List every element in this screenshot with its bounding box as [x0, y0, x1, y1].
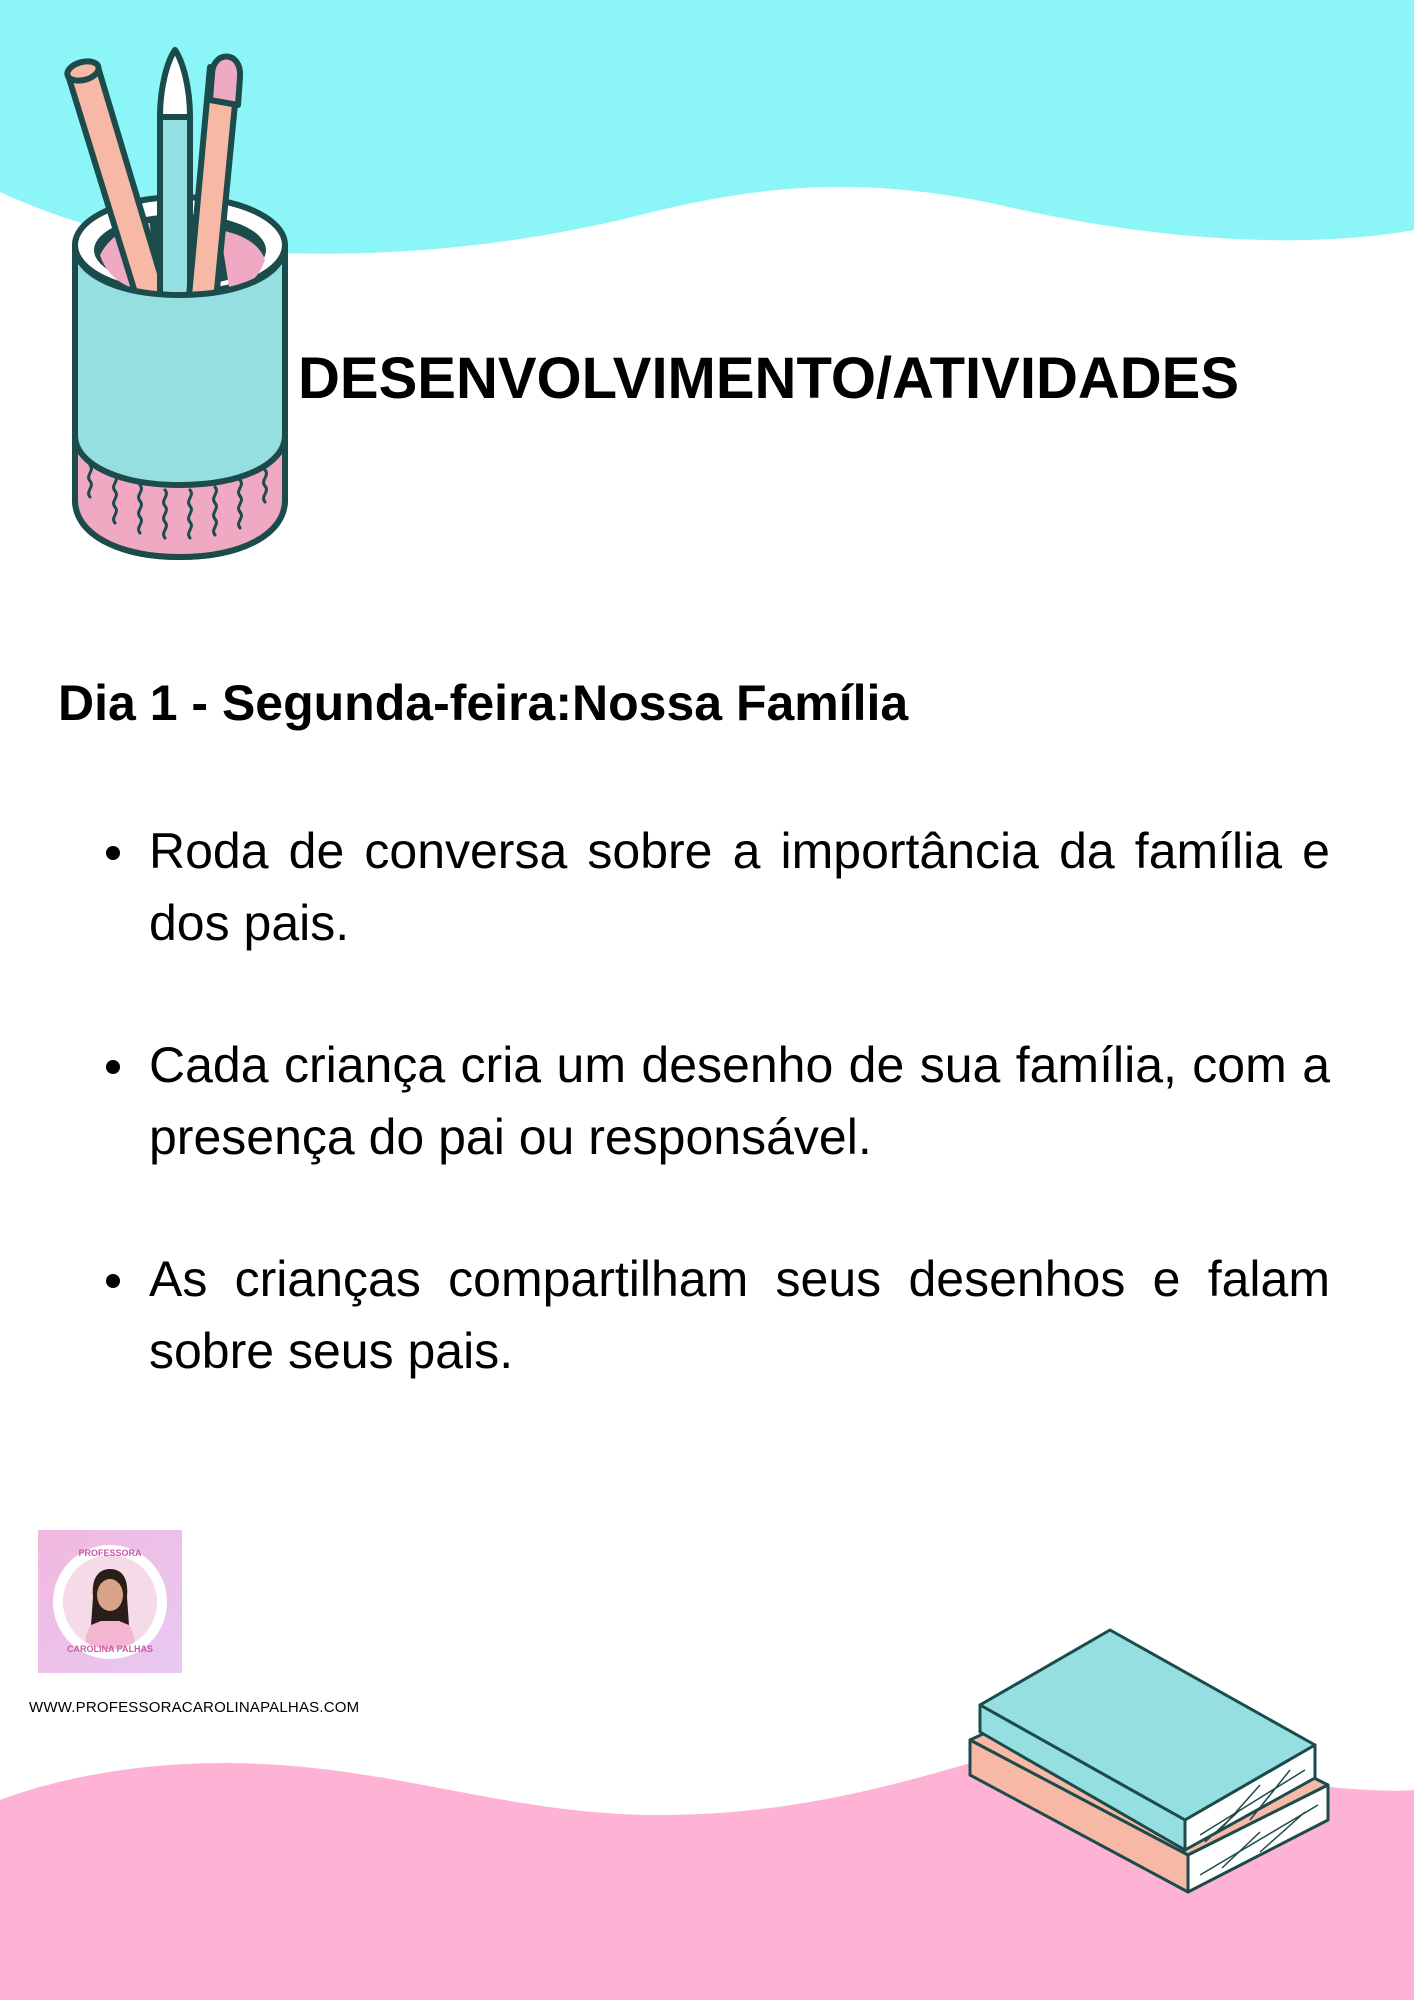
- pencil-cup-icon: [60, 45, 360, 605]
- logo-bottom-text: CAROLINA PALHAS: [67, 1644, 153, 1654]
- avatar: [63, 1555, 157, 1649]
- list-item: Roda de conversa sobre a importância da família e dos pais.: [149, 815, 1330, 959]
- avatar-portrait-icon: [63, 1555, 157, 1649]
- logo-badge: [53, 1545, 167, 1659]
- logo-top-text: PROFESSORA: [78, 1548, 142, 1558]
- day-heading: Dia 1 - Segunda-feira:Nossa Família: [58, 675, 909, 731]
- activity-list: [104, 815, 1330, 1457]
- logo: [38, 1530, 182, 1673]
- list-item: Cada criança cria um desenho de sua família, com a presença do pai ou responsável.: [149, 1029, 1330, 1173]
- website-link[interactable]: WWW.PROFESSORACAROLINAPALHAS.COM: [29, 1699, 360, 1716]
- stacked-books-icon: [960, 1620, 1340, 1920]
- page-title: DESENVOLVIMENTO/ATIVIDADES: [298, 346, 1239, 411]
- list-item: As crianças compartilham seus desenhos e falam sobre seus pais.: [149, 1243, 1330, 1387]
